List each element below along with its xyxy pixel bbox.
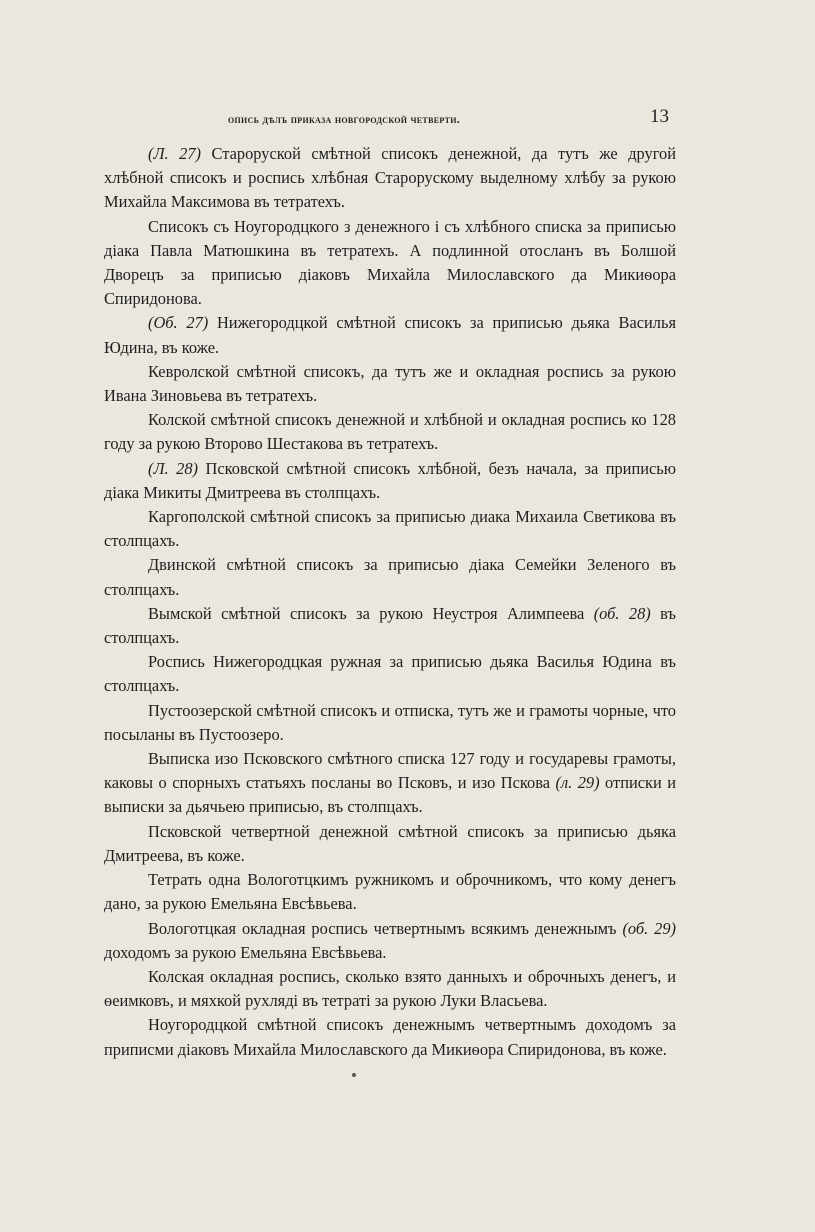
entry-text: въ столпцахъ. [104, 603, 676, 648]
entry-text: Вологотцкая окладная роспись четвертнымъ всякимъ денежнымъ [148, 918, 623, 938]
folio-reference: (Л. 27) [148, 144, 202, 163]
entry-text: Каргополской смѣтной списокъ за приписью диака Михаила Светикова въ столпцахъ. [104, 507, 676, 551]
entry-paragraph [104, 917, 676, 965]
entry-paragraph [104, 505, 676, 553]
entry-paragraph [104, 602, 676, 650]
folio-reference: (об. 29) [622, 918, 676, 938]
entry-paragraph [104, 747, 676, 820]
entry-paragraph [104, 650, 676, 698]
entry-text: доходомъ за рукою Емельяна Евсѣвьева. [104, 942, 387, 962]
entry-text: Ноугородцкой смѣтной списокъ денежнымъ четвертнымъ доходомъ за приписми діаковъ Михайла Милославского да Микиѳора Спиридонова, въ коже. [104, 1015, 676, 1059]
entry-text: Двинской смѣтной списокъ за приписью діака Семейки Зеленого въ столпцахъ. [104, 555, 676, 599]
folio-reference: (л. 29) [555, 773, 600, 793]
running-title: опись дѣлъ приказа новгородской четверти. [228, 112, 461, 126]
entry-text: Колской смѣтной списокъ денежной и хлѣбной и окладная роспись ко 128 году за рукою Второво Шестакова въ тетратехъ. [104, 410, 676, 454]
entry-paragraph [104, 457, 676, 505]
entry-text: отписки и выписки за дьячьею приписью, въ столпцахъ. [104, 773, 677, 817]
entry-paragraph [104, 1013, 676, 1061]
folio-reference: (Л. 28) [148, 458, 199, 478]
page-header [0, 106, 815, 136]
entry-text: Староруской смѣтной списокъ денежной, да тутъ же другой хлѣбной списокъ и роспись хлѣбная Старорускому выделному хлѣбу за рукою Михайла Максимова въ тетратехъ. [104, 144, 676, 212]
entry-text: Колская окладная роспись, сколько взято данныхъ и оброчныхъ денегъ, и ѳеимковъ, и мяхкой рухляді въ тетраті за рукою Луки Власьева. [104, 966, 676, 1011]
entry-paragraph [104, 820, 676, 868]
ink-speck [352, 1073, 356, 1077]
entry-text: Вымской смѣтной списокъ за рукою Неустроя Алимпеева [148, 603, 594, 623]
page-number: 13 [650, 106, 669, 127]
entry-paragraph [104, 215, 676, 312]
entry-text: Пустоозерской смѣтной списокъ и отписка, тутъ же и грамоты чорные, что посыланы въ Пустоозеро. [104, 700, 676, 744]
entry-text: Псковской четвертной денежной смѣтной списокъ за приписью дьяка Дмитреева, въ коже. [104, 821, 676, 865]
entry-paragraph [104, 142, 676, 215]
entry-text: Роспись Нижегородцкая ружная за приписью дьяка Василья Юдина въ столпцахъ. [104, 652, 676, 696]
entry-paragraph [104, 311, 676, 359]
entry-text: Тетрать одна Вологотцкимъ ружникомъ и оброчникомъ, что кому денегъ дано, за рукою Емельяна Евсѣвьева. [104, 870, 676, 914]
entry-paragraph [104, 699, 676, 747]
entry-paragraph [104, 868, 676, 916]
entry-text: Кевролской смѣтной списокъ, да тутъ же и окладная роспись за рукою Ивана Зиновьева въ тетратехъ. [104, 361, 676, 406]
entry-paragraph [104, 553, 676, 601]
entry-paragraph [104, 360, 676, 408]
entry-text: Выписка изо Псковского смѣтного списка 127 году и государевы грамоты, каковы о спорныхъ статьяхъ посланы во Псковъ, и изо Пскова [104, 749, 676, 793]
entry-paragraph [104, 965, 676, 1013]
entry-text: Списокъ съ Ноугородцкого з денежного і съ хлѣбного списка за приписью діака Павла Матюшкина въ тетратехъ. А подлинной отосланъ въ Болшой Дворецъ за приписью діаковъ Михайла Милославского да Микиѳора Спиридонова. [104, 216, 676, 309]
entry-text: Псковской смѣтной списокъ хлѣбной, безъ начала, за приписью діака Микиты Дмитреева въ столпцахъ. [104, 458, 676, 502]
entry-text: Нижегородцкой смѣтной списокъ за приписью дьяка Василья Юдина, въ коже. [104, 313, 676, 357]
folio-reference: (об. 28) [593, 603, 651, 623]
folio-reference: (Об. 27) [148, 313, 209, 333]
body-text [104, 142, 676, 1062]
entry-paragraph [104, 408, 676, 456]
